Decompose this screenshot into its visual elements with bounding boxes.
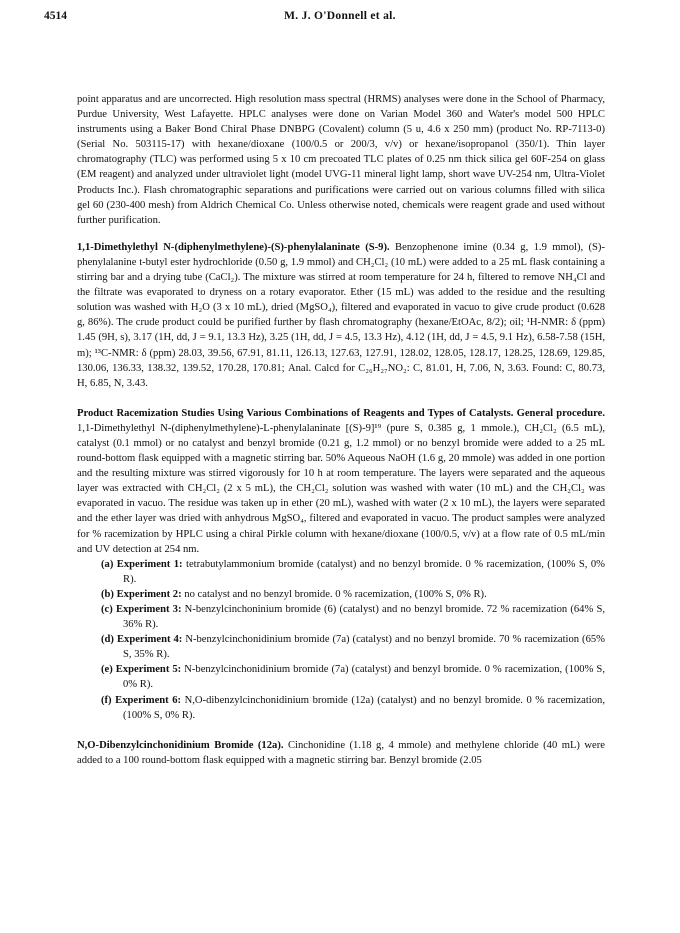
experiment-text: N-benzylcinchoninium bromide (6) (catalyst) and no benzyl bromide. 72 % racemization (64% S, 36% R). xyxy=(123,604,606,631)
compound-s9-text: Benzophenone imine (0.34 g, 1.9 mmol), (S)-phenylalanine t-butyl ester hydrochloride (0.50 g, 1.9 mmol) and CH₂Cl₂ (10 mL) were added to a 25 mL flask containing a stirring bar and a drying tube (CaCl₂). The mixture was stirred at room temperature for 24 h, filtered to remove NH₄Cl and the filtrate was evaporated to dryness on a rotary evaporator. Ether (15 mL) was added to the residue and the resulting solution was washed with H₂O (3 x 10 mL), dried (MgSO₄), filtered and evaporated in vacuo to give crude product (0.628 g, 86%). The crude product could be purified further by flash chromatography (hexane/EtOAc, 8/2); oil; ¹H-NMR: δ (ppm) 1.45 (9H, s), 3.17 (1H, dd, J = 9.1, 13.3 Hz), 3.25 (1H, dd, J = 4.5, 13.3 Hz), 4.12 (1H, dd, J = 4.5, 9.1 Hz), 6.58-7.58 (15H, m); ¹³C-NMR: δ (ppm) 28.03, 39.56, 67.91, 81.11, 126.13, 127.63, 127.91, 128.02, 128.05, 128.17, 128.25, 128.69, 129.85, 130.06, 136.33, 138.32, 139.52, 170.28, 170.81; Anal. Calcd for C₂₆H₂₇NO₂: C, 81.01, H, 7.06, N, 3.63. Found: C, 80.73, H, 6.85, N, 3.43. xyxy=(77,241,605,389)
racemization-paragraph xyxy=(77,406,605,557)
experiment-text: N-benzylcinchonidinium bromide (7a) (catalyst) and no benzyl bromide. 70 % racemization (65% S, 35% R). xyxy=(123,634,605,661)
running-title: M. J. O'Donnell et al. xyxy=(284,10,396,22)
experiment-text: no catalyst and no benzyl bromide. 0 % racemization, (100% S, 0% R). xyxy=(184,588,487,600)
page-number: 4514 xyxy=(44,10,67,22)
experiment-marker: (b) xyxy=(101,588,114,600)
experiment-label: Experiment 1: xyxy=(116,558,183,570)
experiment-label: Experiment 6: xyxy=(115,694,182,706)
experiment-marker: (f) xyxy=(101,694,112,706)
experiment-marker: (c) xyxy=(101,604,113,615)
compound-s9-paragraph xyxy=(77,240,605,391)
experiment-text: N-benzylcinchonidinium bromide (7a) (catalyst) and benzyl bromide. 0 % racemization, (100% S, 0% R). xyxy=(123,664,605,691)
experiment-marker: (d) xyxy=(101,634,114,646)
methods-paragraph: point apparatus and are uncorrected. High resolution mass spectral (HRMS) analyses were done in the School of Pharmacy, Purdue University, West Lafayette. HPLC analyses were done on Varian Model 360 and Water's model 500 HPLC instruments using a Baker Bond Chiral Phase DNBPG (Covalent) column (5 u, 4.6 x 250 mm) (product No. RP-7113-0) (Serial No. 503115-17) with hexane/dioxane (100/0.5 or 200/3, v/v) or hexane/isopropanol (350/1). Thin layer chromatography (TLC) was performed using 5 x 10 cm precoated TLC plates of 0.25 nm thick silica gel 60F-254 on glass (EM reagent) and analyzed under ultraviolet light (model UVG-11 mineral light lamp, short wave UV-254 nm, Ultra-Violet Products Inc.). Flash chromatographic separations and purifications were carried out on various columns filled with silica gel 60 (230-400 mesh) from Aldrich Chemical Co. Unless otherwise noted, chemicals were reagent grade and used without further purification. xyxy=(77,94,605,226)
racemization-text: 1,1-Dimethylethyl N-(diphenylmethylene)-L-phenylalaninate [(S)-9]¹⁹ (pure S, 0.385 g, 1 mmole.), CH₂Cl₂ (6.5 mL), catalyst (0.1 mmol) or no catalyst and benzyl bromide (0.21 g, 1.2 mmol) or no benzyl bromide were added to a 25 mL round-bottom flask equipped with a magnetic stirring bar. 50% Aqueous NaOH (1.6 g, 20 mmole) was added in one portion and the resulting mixture was stirred vigorously for 10 h at room temperature. The layers were separated and the aqueous layer was extracted with CH₂Cl₂ (2 x 5 mL), the CH₂Cl₂ solution was washed with water (10 mL) and the CH₂Cl₂ was evaporated in vacuo. The residue was taken up in ether (20 mL), washed with water (2 x 10 mL), the layers were separated and the ether layer was dried with anhydrous MgSO₄, filtered and evaporated in vacuo. The product samples were analyzed for % racemization by HPLC using a chiral Pirkle column with hexane/dioxane (100/0.5, v/v) at a flow rate of 0.5 mL/min and UV detection at 254 nm. xyxy=(77,422,605,555)
experiment-item xyxy=(101,693,605,723)
experiment-text: tetrabutylammonium bromide (catalyst) and no benzyl bromide. 0 % racemization, (100% S, 0% R). xyxy=(123,558,605,585)
experiment-label: Experiment 4: xyxy=(116,634,183,646)
compound-12a-paragraph xyxy=(77,738,605,768)
experiment-label: Experiment 5: xyxy=(115,664,182,676)
racemization-heading: Product Racemization Studies Using Various Combinations of Reagents and Types of Catalysts. General procedure. xyxy=(77,407,605,419)
experiment-item xyxy=(101,557,605,587)
experiment-item xyxy=(101,602,605,632)
experiment-list xyxy=(77,557,605,723)
compound-12a-text: Cinchonidine (1.18 g, 4 mmole) and methylene chloride (40 mL) were added to a 100 round-bottom flask equipped with a magnetic stirring bar. Benzyl bromide (2.05 xyxy=(77,739,605,766)
experiment-marker: (a) xyxy=(101,558,114,570)
experiment-item xyxy=(101,632,605,662)
experiment-label: Experiment 3: xyxy=(115,604,182,615)
experiment-item xyxy=(101,587,605,602)
experiment-label: Experiment 2: xyxy=(116,588,182,600)
experiment-text: N,O-dibenzylcinchonidinium bromide (12a) (catalyst) and no benzyl bromide. 0 % racemization, (100% S, 0% R). xyxy=(123,694,605,721)
experiment-item xyxy=(101,662,605,692)
compound-s9-heading: 1,1-Dimethylethyl N-(diphenylmethylene)-(S)-phenylalaninate (S-9). xyxy=(77,241,390,253)
experiment-marker: (e) xyxy=(101,664,113,676)
compound-12a-heading: N,O-Dibenzylcinchonidinium Bromide (12a). xyxy=(77,739,284,751)
article-body xyxy=(77,92,605,768)
